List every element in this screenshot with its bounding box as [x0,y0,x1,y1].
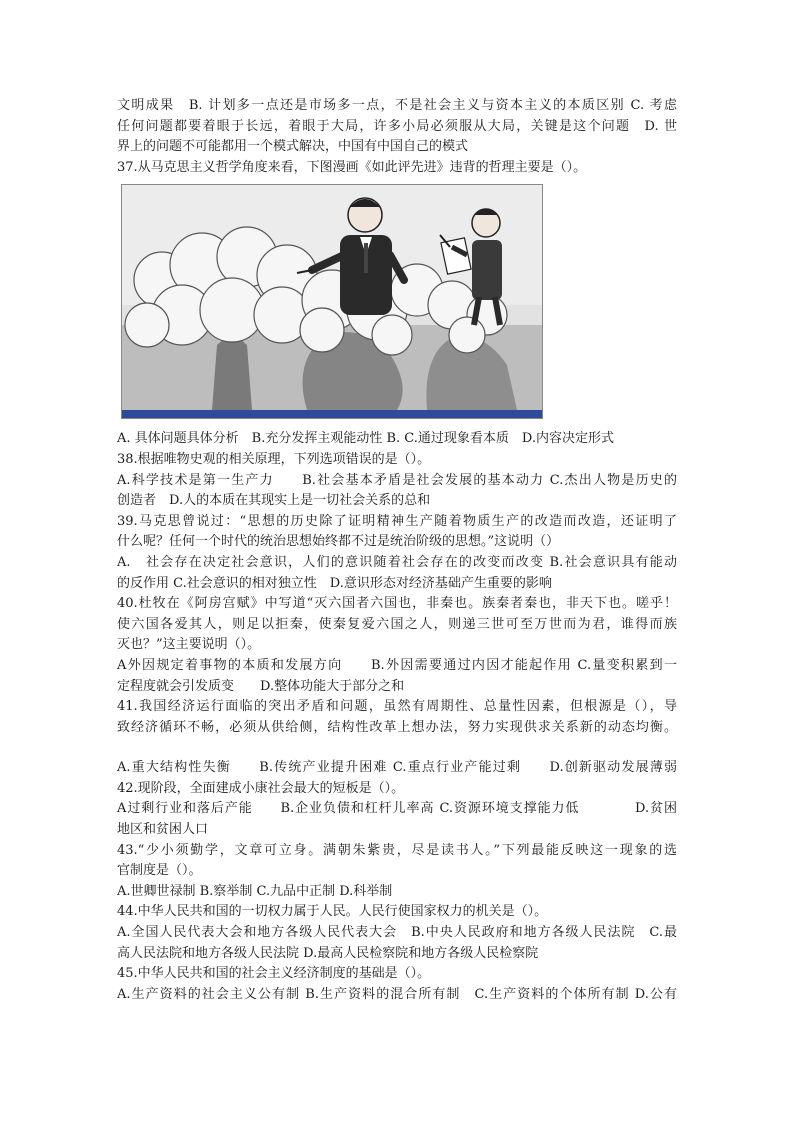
text-line: 任何问题都要着眼于长远，着眼于大局，许多小局必须服从大局，关键是这个问题 D. 世 [117,118,677,134]
question-43-options: A.世卿世禄制 B.察举制 C.九品中正制 D.科举制 [117,883,393,899]
question-43: 43.“少小须勤学，文章可立身。满朝朱紫贵，尽是读书人。”下列最能反映这一现象的选 [117,842,677,858]
question-38: 38.根据唯物史观的相关原理，下列选项错误的是（）。 [117,451,431,467]
question-38-options: 创造者 D.人的本质在其现实上是一切社会关系的总和 [117,493,431,509]
cartoon-image [121,184,543,419]
question-40: 灭也？”这主要说明（）。 [117,637,261,653]
question-40: 40.杜牧在《阿房宫赋》中写道“灭六国者六国也，非秦也。族秦者秦也，非天下也。嗟乎！ [117,596,677,612]
question-39: 什么呢？任何一个时代的统治思想始终都不过是统治阶级的思想。”这说明（） [117,534,560,550]
question-37: 37.从马克思主义哲学角度来看，下图漫画《如此评先进》违背的哲理主要是（）。 [117,159,587,175]
text-line: 文明成果 B. 计划多一点还是市场多一点，不是社会主义与资本主义的本质区别 C. 考虑 [117,98,677,113]
text-line: 界上的问题不可能都用一个模式解决，中国有中国自己的模式 [117,139,469,155]
question-39-options: 的反作用 C.社会意识的相对独立性 D.意识形态对经济基础产生重要的影响 [117,575,552,591]
question-40-options: 定程度就会引发质变 D.整体功能大于部分之和 [117,678,405,694]
question-45: 45.中华人民共和国的社会主义经济制度的基础是（）。 [117,966,431,982]
document-page [117,96,677,1005]
question-43: 官制度是（）。 [117,863,202,879]
question-40: 使六国各爱其人，则足以拒秦，使秦复爱六国之人，则递三世可至万世而为君，谁得而族 [117,616,677,632]
question-42: 42.现阶段，全面建成小康社会最大的短板是（）。 [117,780,405,796]
question-41: 致经济循环不畅，必须从供给侧，结构性改革上想办法，努力实现供求关系新的动态均衡。 [117,719,677,735]
question-41: 41.我国经济运行面临的突出矛盾和问题，虽然有周期性、总量性因素，但根源是（），导 [117,699,677,715]
question-42-options: A过剩行业和落后产能 B.企业负债和杠杆儿率高 C.资源环境支撑能力低 D.贫困 [117,801,677,817]
question-44: 44.中华人民共和国的一切权力属于人民。人民行使国家权力的机关是（）。 [117,904,548,920]
question-37-options: A. 具体问题具体分析 B.充分发挥主观能动性 B. C.通过现象看本质 D.内容决定形式 [117,431,614,447]
question-38-options: A.科学技术是第一生产力 B.社会基本矛盾是社会发展的基本动力 C.杰出人物是历史的 [117,472,677,488]
question-40-options: A外因规定着事物的本质和发展方向 B.外因需要通过内因才能起作用 C.量变积累到一 [117,657,677,673]
question-42-options: 地区和贫困人口 [117,822,209,838]
question-41-options: A.重大结构性失衡 B.传统产业提升困难 C.重点行业产能过剩 D.创新驱动发展薄弱 [117,760,677,776]
question-45-options: A.生产资料的社会主义公有制 B.生产资料的混合所有制 C.生产资料的个体所有制 D.公有 [117,986,677,1002]
question-44-options: A.全国人民代表大会和地方各级人民代表大会 B.中央人民政府和地方各级人民法院 C.最 [117,925,677,941]
question-39: 39.马克思曾说过：“思想的历史除了证明精神生产随着物质生产的改造而改造，还证明了 [117,513,677,529]
question-39-options: A. 社会存在决定社会意识，人们的意识随着社会存在的改变而改变 B.社会意识具有能动 [117,554,677,570]
question-44-options: 高人民法院和地方各级人民法院 D.最高人民检察院和地方各级人民检察院 [117,945,539,961]
